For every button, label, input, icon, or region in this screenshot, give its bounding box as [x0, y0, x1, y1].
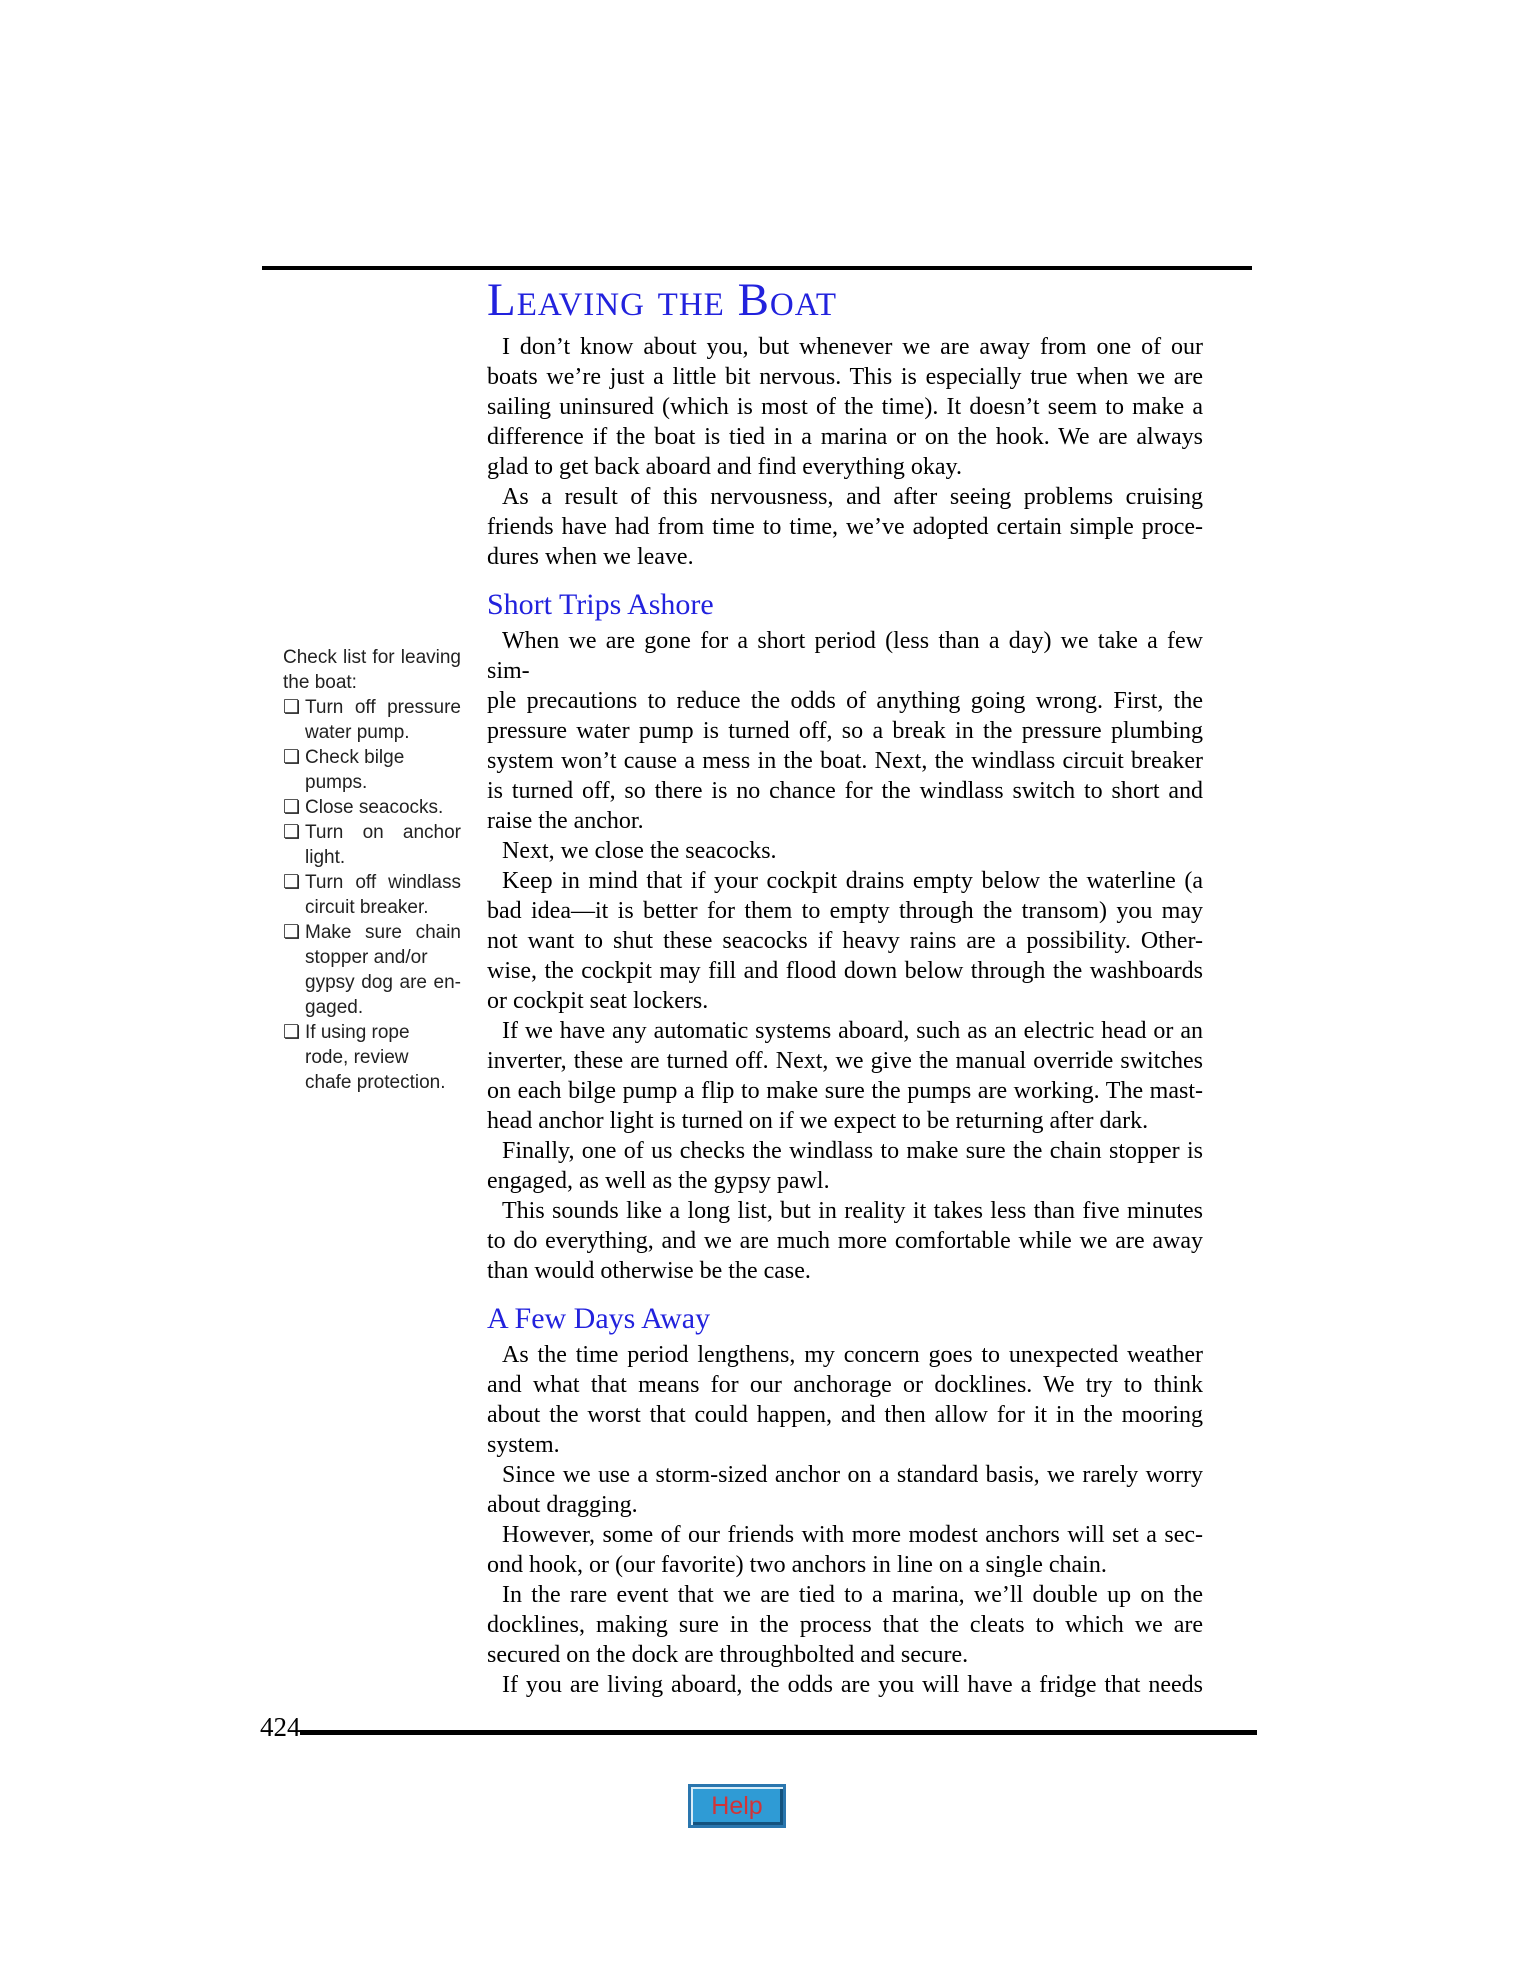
text-line: Finally, one of us checks the windlass to make sure the chain stopper is [502, 1138, 1203, 1164]
checkbox-icon: ❏ [283, 1021, 301, 1043]
text-line: wise, the cockpit may fill and flood down below through the washboards [487, 958, 1203, 984]
text-line: head anchor light is turned on if we expect to be returning after dark. [487, 1108, 1149, 1134]
checklist-item [283, 795, 461, 820]
text-line: on each bilge pump a flip to make sure the pumps are working. The mast- [487, 1078, 1203, 1104]
paragraph [487, 1016, 1203, 1136]
text-line: about dragging. [487, 1492, 638, 1518]
checkbox-icon: ❏ [283, 696, 301, 718]
text-line: docklines, making sure in the process that the cleats to which we are [487, 1612, 1203, 1638]
text-line: However, some of our friends with more modest anchors will set a sec- [502, 1522, 1203, 1548]
page-title: Leaving the Boat [487, 274, 838, 326]
text-line: sailing uninsured (which is most of the time). It doesn’t seem to make a [487, 394, 1203, 420]
checklist-item-line: Make sure chain [305, 922, 461, 943]
checklist-item-line: Close seacocks. [305, 797, 444, 818]
checkbox-icon: ❏ [283, 821, 301, 843]
checklist-item [283, 745, 461, 795]
checklist-item [283, 1020, 461, 1095]
checklist-item-line: Check bilge [305, 747, 405, 768]
text-line: As a result of this nervousness, and after seeing problems cruising [502, 484, 1203, 510]
text-line: I don’t know about you, but whenever we are away from one of our [502, 334, 1203, 360]
text-line: raise the anchor. [487, 808, 644, 834]
checklist-item [283, 820, 461, 870]
help-button-label: Help [711, 1791, 763, 1820]
text-line: Keep in mind that if your cockpit drains empty below the waterline (a [502, 868, 1203, 894]
bottom-rule [300, 1730, 1257, 1735]
article-body [487, 332, 1203, 1700]
text-line: about the worst that could happen, and then allow for it in the mooring [487, 1402, 1203, 1428]
text-line: and what that means for our anchorage or docklines. We try to think [487, 1372, 1203, 1398]
sidebar-checklist [283, 645, 461, 1095]
paragraph [487, 332, 1203, 482]
paragraph [487, 626, 1203, 836]
text-line: not want to shut these seacocks if heavy rains are a possibility. Other- [487, 928, 1203, 954]
text-line: engaged, as well as the gypsy pawl. [487, 1168, 830, 1194]
text-line: inverter, these are turned off. Next, we give the manual override switches [487, 1048, 1203, 1074]
page-number: 424 [260, 1712, 301, 1742]
checklist-title-line: Check list for leaving [283, 647, 461, 668]
checkbox-icon: ❏ [283, 796, 301, 818]
checklist-item-line: If using rope [305, 1022, 410, 1043]
text-line: When we are gone for a short period (less than a day) we take a few sim- [487, 628, 1203, 684]
section-heading: Short Trips Ashore [487, 588, 714, 621]
checklist-item [283, 870, 461, 920]
checklist-item-line: chafe protection. [305, 1072, 446, 1093]
text-line: system. [487, 1432, 560, 1458]
text-line: Next, we close the seacocks. [502, 838, 777, 864]
paragraph [487, 1340, 1203, 1460]
paragraph [487, 1670, 1203, 1700]
checkbox-icon: ❏ [283, 871, 301, 893]
paragraph [487, 1520, 1203, 1580]
text-line: bad idea—it is better for them to empty through the transom) you may [487, 898, 1203, 924]
checklist-items [283, 695, 461, 1095]
text-line: is turned off, so there is no chance for the windlass switch to short and [487, 778, 1203, 804]
text-line: If you are living aboard, the odds are you will have a fridge that needs [502, 1672, 1203, 1698]
paragraph [487, 1580, 1203, 1670]
checklist-item-line: Turn on anchor [305, 822, 461, 843]
text-line: than would otherwise be the case. [487, 1258, 811, 1284]
text-line: or cockpit seat lockers. [487, 988, 709, 1014]
checklist-item [283, 920, 461, 1020]
article-column [487, 272, 1203, 1700]
text-line: As the time period lengthens, my concern goes to unexpected weather [502, 1342, 1203, 1368]
text-line: Since we use a storm-sized anchor on a standard basis, we rarely worry [502, 1462, 1203, 1488]
checklist-item-line: gypsy dog are en- [305, 972, 461, 993]
text-line: secured on the dock are throughbolted and secure. [487, 1642, 969, 1668]
checklist-item [283, 695, 461, 745]
text-line: system won’t cause a mess in the boat. Next, the windlass circuit breaker [487, 748, 1203, 774]
text-line: boats we’re just a little bit nervous. This is especially true when we are [487, 364, 1203, 390]
text-line: This sounds like a long list, but in reality it takes less than five minutes [502, 1198, 1203, 1224]
checklist-item-line: circuit breaker. [305, 897, 429, 918]
text-line: difference if the boat is tied in a marina or on the hook. We are always [487, 424, 1203, 450]
text-line: If we have any automatic systems aboard, such as an electric head or an [502, 1018, 1203, 1044]
section-heading: A Few Days Away [487, 1302, 711, 1335]
checklist-item-line: rode, review [305, 1047, 409, 1068]
text-line: ple precautions to reduce the odds of anything going wrong. First, the [487, 688, 1203, 714]
checklist-item-line: light. [305, 847, 346, 868]
checklist-item-line: Turn off windlass [305, 872, 461, 893]
paragraph [487, 866, 1203, 1016]
checkbox-icon: ❏ [283, 921, 301, 943]
text-line: glad to get back aboard and find everything okay. [487, 454, 962, 480]
paragraph [487, 1460, 1203, 1520]
checklist-item-line: pumps. [305, 772, 368, 793]
paragraph [487, 482, 1203, 572]
text-line: pressure water pump is turned off, so a break in the pressure plumbing [487, 718, 1203, 744]
text-line: dures when we leave. [487, 544, 694, 570]
checklist-item-line: Turn off pressure [305, 697, 461, 718]
help-button[interactable] [688, 1784, 786, 1828]
text-line: to do everything, and we are much more comfortable while we are away [487, 1228, 1203, 1254]
paragraph [487, 1136, 1203, 1196]
checklist-title [283, 645, 461, 695]
text-line: friends have had from time to time, we’ve adopted certain simple proce- [487, 514, 1203, 540]
checklist-title-line: the boat: [283, 672, 357, 693]
checkbox-icon: ❏ [283, 746, 301, 768]
text-line: ond hook, or (our favorite) two anchors in line on a single chain. [487, 1552, 1107, 1578]
paragraph [487, 836, 1203, 866]
checklist-item-line: water pump. [305, 722, 410, 743]
top-rule [262, 266, 1252, 270]
text-line: In the rare event that we are tied to a marina, we’ll double up on the [502, 1582, 1203, 1608]
paragraph [487, 1196, 1203, 1286]
checklist-item-line: gaged. [305, 997, 364, 1018]
checklist-item-line: stopper and/or [305, 947, 428, 968]
